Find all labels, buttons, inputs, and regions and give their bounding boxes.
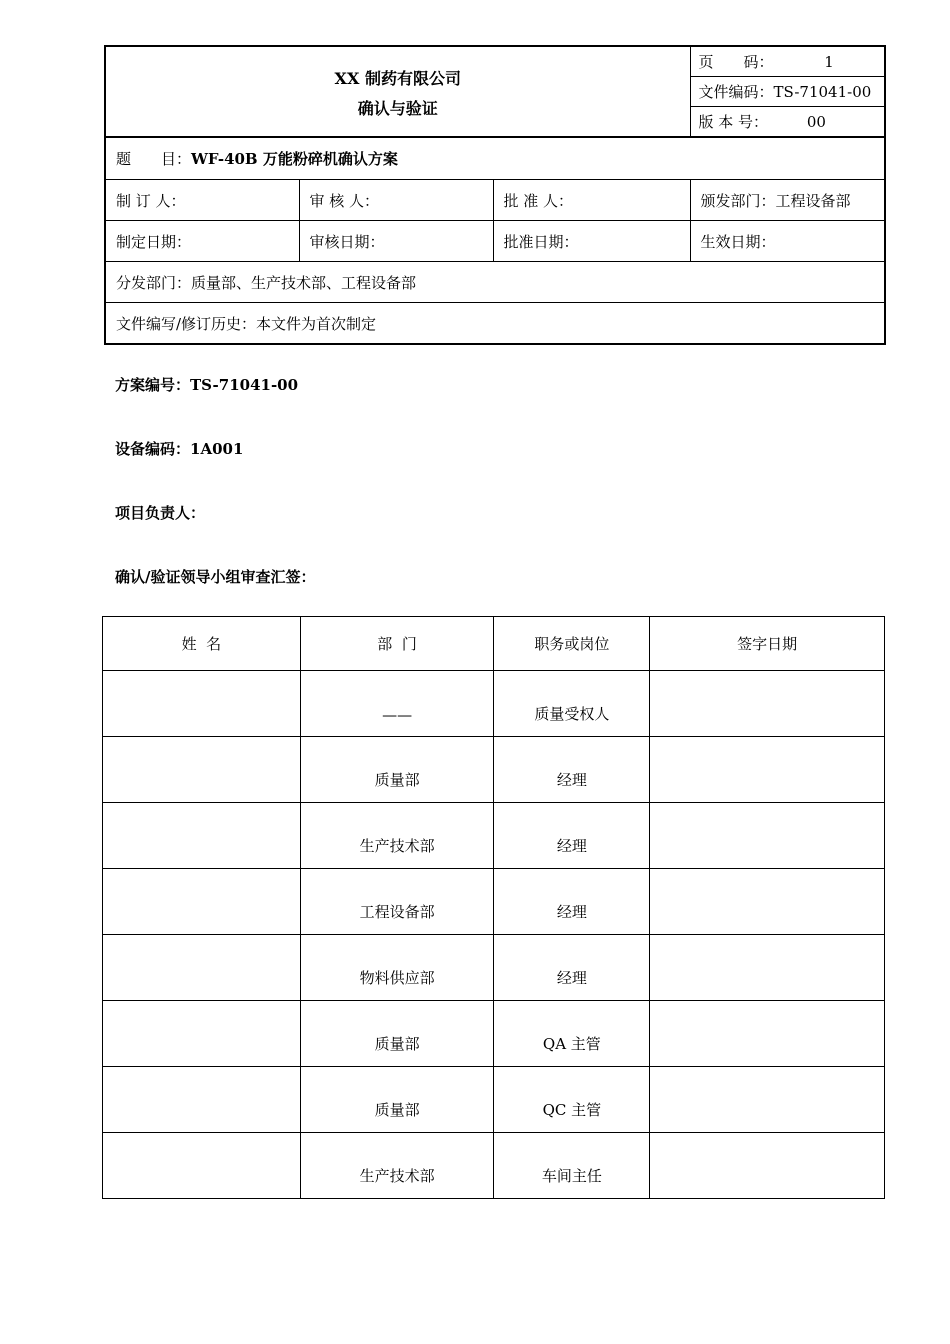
cell-department: 生产技术部 bbox=[300, 1133, 494, 1199]
cell-name bbox=[103, 935, 301, 1001]
cell-position: 车间主任 bbox=[494, 1133, 650, 1199]
drafter-field: 制 订 人： bbox=[105, 180, 299, 221]
cell-position: 经理 bbox=[494, 737, 650, 803]
table-row bbox=[103, 869, 885, 935]
cell-name bbox=[103, 1067, 301, 1133]
table-header-row bbox=[103, 617, 885, 671]
approve-date-field: 批准日期： bbox=[493, 221, 690, 262]
table-row bbox=[103, 1001, 885, 1067]
cell-position: QA 主管 bbox=[494, 1001, 650, 1067]
table-row bbox=[103, 1133, 885, 1199]
topic-value: WF-40B 万能粉碎机确认方案 bbox=[191, 150, 398, 168]
cell-sign-date bbox=[650, 1067, 885, 1133]
header-name: 姓 名 bbox=[103, 617, 301, 671]
company-block bbox=[105, 46, 690, 137]
signature-table bbox=[102, 616, 885, 1199]
table-row bbox=[103, 1067, 885, 1133]
review-signoff-title: 确认/验证领导小组审查汇签： bbox=[115, 568, 316, 586]
issuing-department-field: 颁发部门：工程设备部 bbox=[690, 180, 885, 221]
table-row bbox=[103, 803, 885, 869]
version-label: 版 本 号： bbox=[698, 113, 769, 131]
cell-sign-date bbox=[650, 737, 885, 803]
topic-row bbox=[105, 137, 885, 180]
cell-department: 生产技术部 bbox=[300, 803, 494, 869]
cell-name bbox=[103, 869, 301, 935]
cell-department: 工程设备部 bbox=[300, 869, 494, 935]
cell-position: QC 主管 bbox=[494, 1067, 650, 1133]
table-row bbox=[103, 935, 885, 1001]
cell-department: —— bbox=[300, 671, 494, 737]
cell-position: 经理 bbox=[494, 803, 650, 869]
approver-field: 批 准 人： bbox=[493, 180, 690, 221]
cell-name bbox=[103, 1001, 301, 1067]
review-date-field: 审核日期： bbox=[299, 221, 493, 262]
cell-position: 经理 bbox=[494, 935, 650, 1001]
cell-position: 经理 bbox=[494, 869, 650, 935]
page-number-value: 1 bbox=[824, 53, 834, 71]
cell-position: 质量受权人 bbox=[494, 671, 650, 737]
effective-date-field: 生效日期： bbox=[690, 221, 885, 262]
doc-number-cell bbox=[690, 77, 885, 107]
version-cell bbox=[690, 107, 885, 138]
project-owner: 项目负责人： bbox=[115, 504, 206, 522]
cell-sign-date bbox=[650, 1133, 885, 1199]
cell-name bbox=[103, 737, 301, 803]
cell-department: 质量部 bbox=[300, 1067, 494, 1133]
header-position: 职务或岗位 bbox=[494, 617, 650, 671]
doc-number-value: TS-71041-00 bbox=[773, 83, 872, 101]
header-sign-date: 签字日期 bbox=[650, 617, 885, 671]
draft-date-field: 制定日期： bbox=[105, 221, 299, 262]
revision-history-field: 文件编写/修订历史：本文件为首次制定 bbox=[105, 303, 885, 345]
cell-name bbox=[103, 671, 301, 737]
scheme-number: 方案编号：TS-71041-00 bbox=[115, 376, 299, 394]
cell-sign-date bbox=[650, 671, 885, 737]
company-name: XX 制药有限公司 bbox=[334, 68, 461, 88]
cell-sign-date bbox=[650, 869, 885, 935]
cell-sign-date bbox=[650, 935, 885, 1001]
page-number-cell bbox=[690, 46, 885, 77]
cell-department: 物料供应部 bbox=[300, 935, 494, 1001]
cell-sign-date bbox=[650, 803, 885, 869]
header-department: 部 门 bbox=[300, 617, 494, 671]
table-row bbox=[103, 671, 885, 737]
reviewer-field: 审 核 人： bbox=[299, 180, 493, 221]
distribution-field: 分发部门：质量部、生产技术部、工程设备部 bbox=[105, 262, 885, 303]
cell-name bbox=[103, 803, 301, 869]
version-value: 00 bbox=[806, 113, 826, 131]
table-row bbox=[103, 737, 885, 803]
document-header bbox=[104, 45, 886, 345]
doc-number-label: 文件编码： bbox=[698, 83, 774, 101]
cell-department: 质量部 bbox=[300, 737, 494, 803]
cell-sign-date bbox=[650, 1001, 885, 1067]
equipment-code: 设备编码：1A001 bbox=[115, 440, 244, 458]
page-number-label: 页 码： bbox=[698, 53, 774, 71]
cell-name bbox=[103, 1133, 301, 1199]
cell-department: 质量部 bbox=[300, 1001, 494, 1067]
doc-category: 确认与验证 bbox=[357, 98, 438, 118]
topic-label: 题 目： bbox=[116, 150, 192, 168]
